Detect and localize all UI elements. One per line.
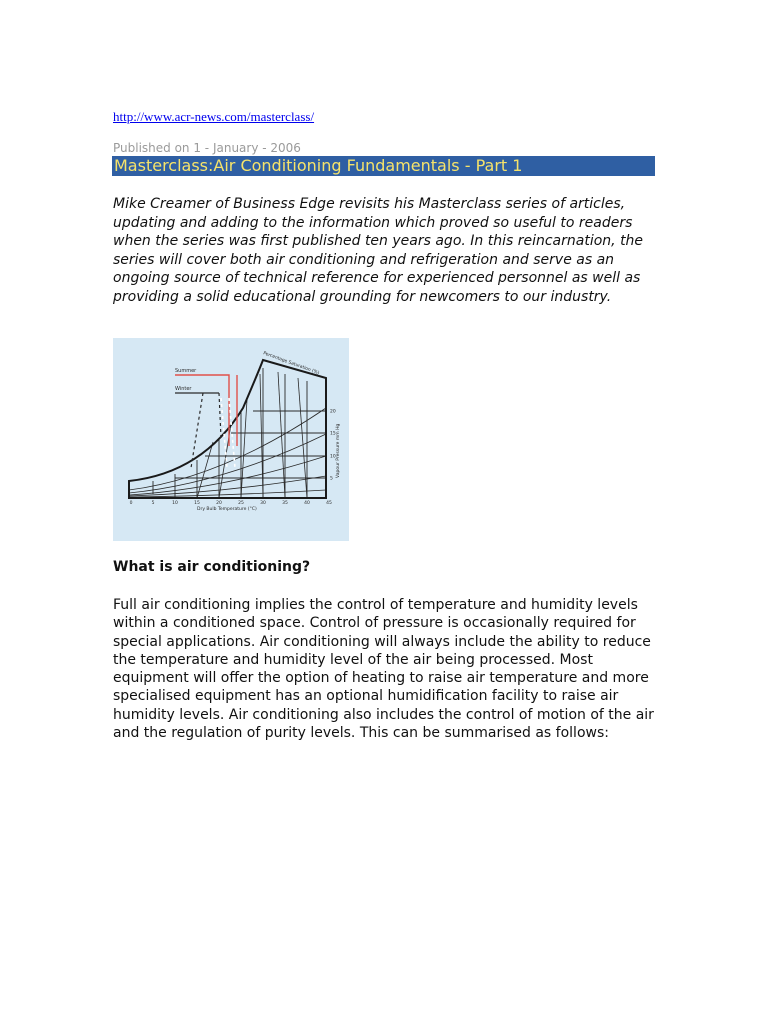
saturation-label: Percentage Saturation (%) bbox=[262, 351, 320, 377]
x-axis-label: Dry Bulb Temperature (°C) bbox=[197, 507, 257, 512]
x-tick-label: 5 bbox=[151, 501, 155, 506]
winter-label: Winter bbox=[175, 386, 192, 392]
x-tick-labels bbox=[130, 500, 332, 506]
article-title: Masterclass:Air Conditioning Fundamentals - Part 1 bbox=[114, 156, 523, 175]
x-tick-label: 25 bbox=[238, 501, 244, 506]
vapour-pressure-label: Vapour Pressure mm Hg bbox=[336, 423, 341, 478]
psychrometric-chart bbox=[113, 338, 349, 541]
intro-paragraph: Mike Creamer of Business Edge revisits his Masterclass series of articles, updating and adding to the information which proved so useful to readers when the series was first published ten years ago. In this reincarnation, the series will cover both air conditioning and refrigeration and serve as an ongoing source of technical reference for experienced personnel as well as providing a solid educational grounding for newcomers to our industry. bbox=[113, 196, 644, 305]
x-tick-label: 15 bbox=[194, 501, 200, 506]
published-date: Published on 1 - January - 2006 bbox=[113, 141, 301, 155]
x-tick-label: 10 bbox=[172, 501, 178, 506]
x-tick-label: 0 bbox=[129, 501, 133, 506]
y-tick-labels bbox=[330, 409, 336, 482]
summer-label: Summer bbox=[175, 368, 197, 374]
x-tick-label: 40 bbox=[304, 501, 310, 506]
source-link[interactable]: http://www.acr-news.com/masterclass/ bbox=[113, 109, 315, 124]
saturation-curves bbox=[129, 408, 326, 497]
wet-bulb-lines bbox=[197, 372, 307, 498]
y-tick-label: 20 bbox=[330, 409, 336, 415]
x-tick-label: 20 bbox=[216, 501, 222, 506]
y-tick-label: 15 bbox=[330, 431, 336, 437]
chart-outline bbox=[129, 360, 326, 498]
y-tick-label: 10 bbox=[330, 454, 336, 460]
x-tick-label: 45 bbox=[326, 501, 332, 506]
y-tick-label: 5 bbox=[330, 476, 333, 482]
x-tick-label: 35 bbox=[282, 501, 288, 506]
body-paragraph: Full air conditioning implies the control of temperature and humidity levels within a conditioned space. Control of pressure is occasionally required for special applications. Air conditioning will always include the ability to reduce the temperature and humidity level of the air being processed. Most equipment will offer the option of heating to raise air temperature and more specialised equipment has an optional humidification facility to raise air humidity levels. Air conditioning also includes the control of motion of the air and the regulation of purity levels. This can be summarised as follows: bbox=[113, 597, 654, 742]
article-title-bar bbox=[112, 156, 655, 176]
section-heading: What is air conditioning? bbox=[113, 559, 311, 575]
psychrometric-chart-figure bbox=[113, 338, 349, 541]
x-tick-label: 30 bbox=[260, 501, 266, 506]
